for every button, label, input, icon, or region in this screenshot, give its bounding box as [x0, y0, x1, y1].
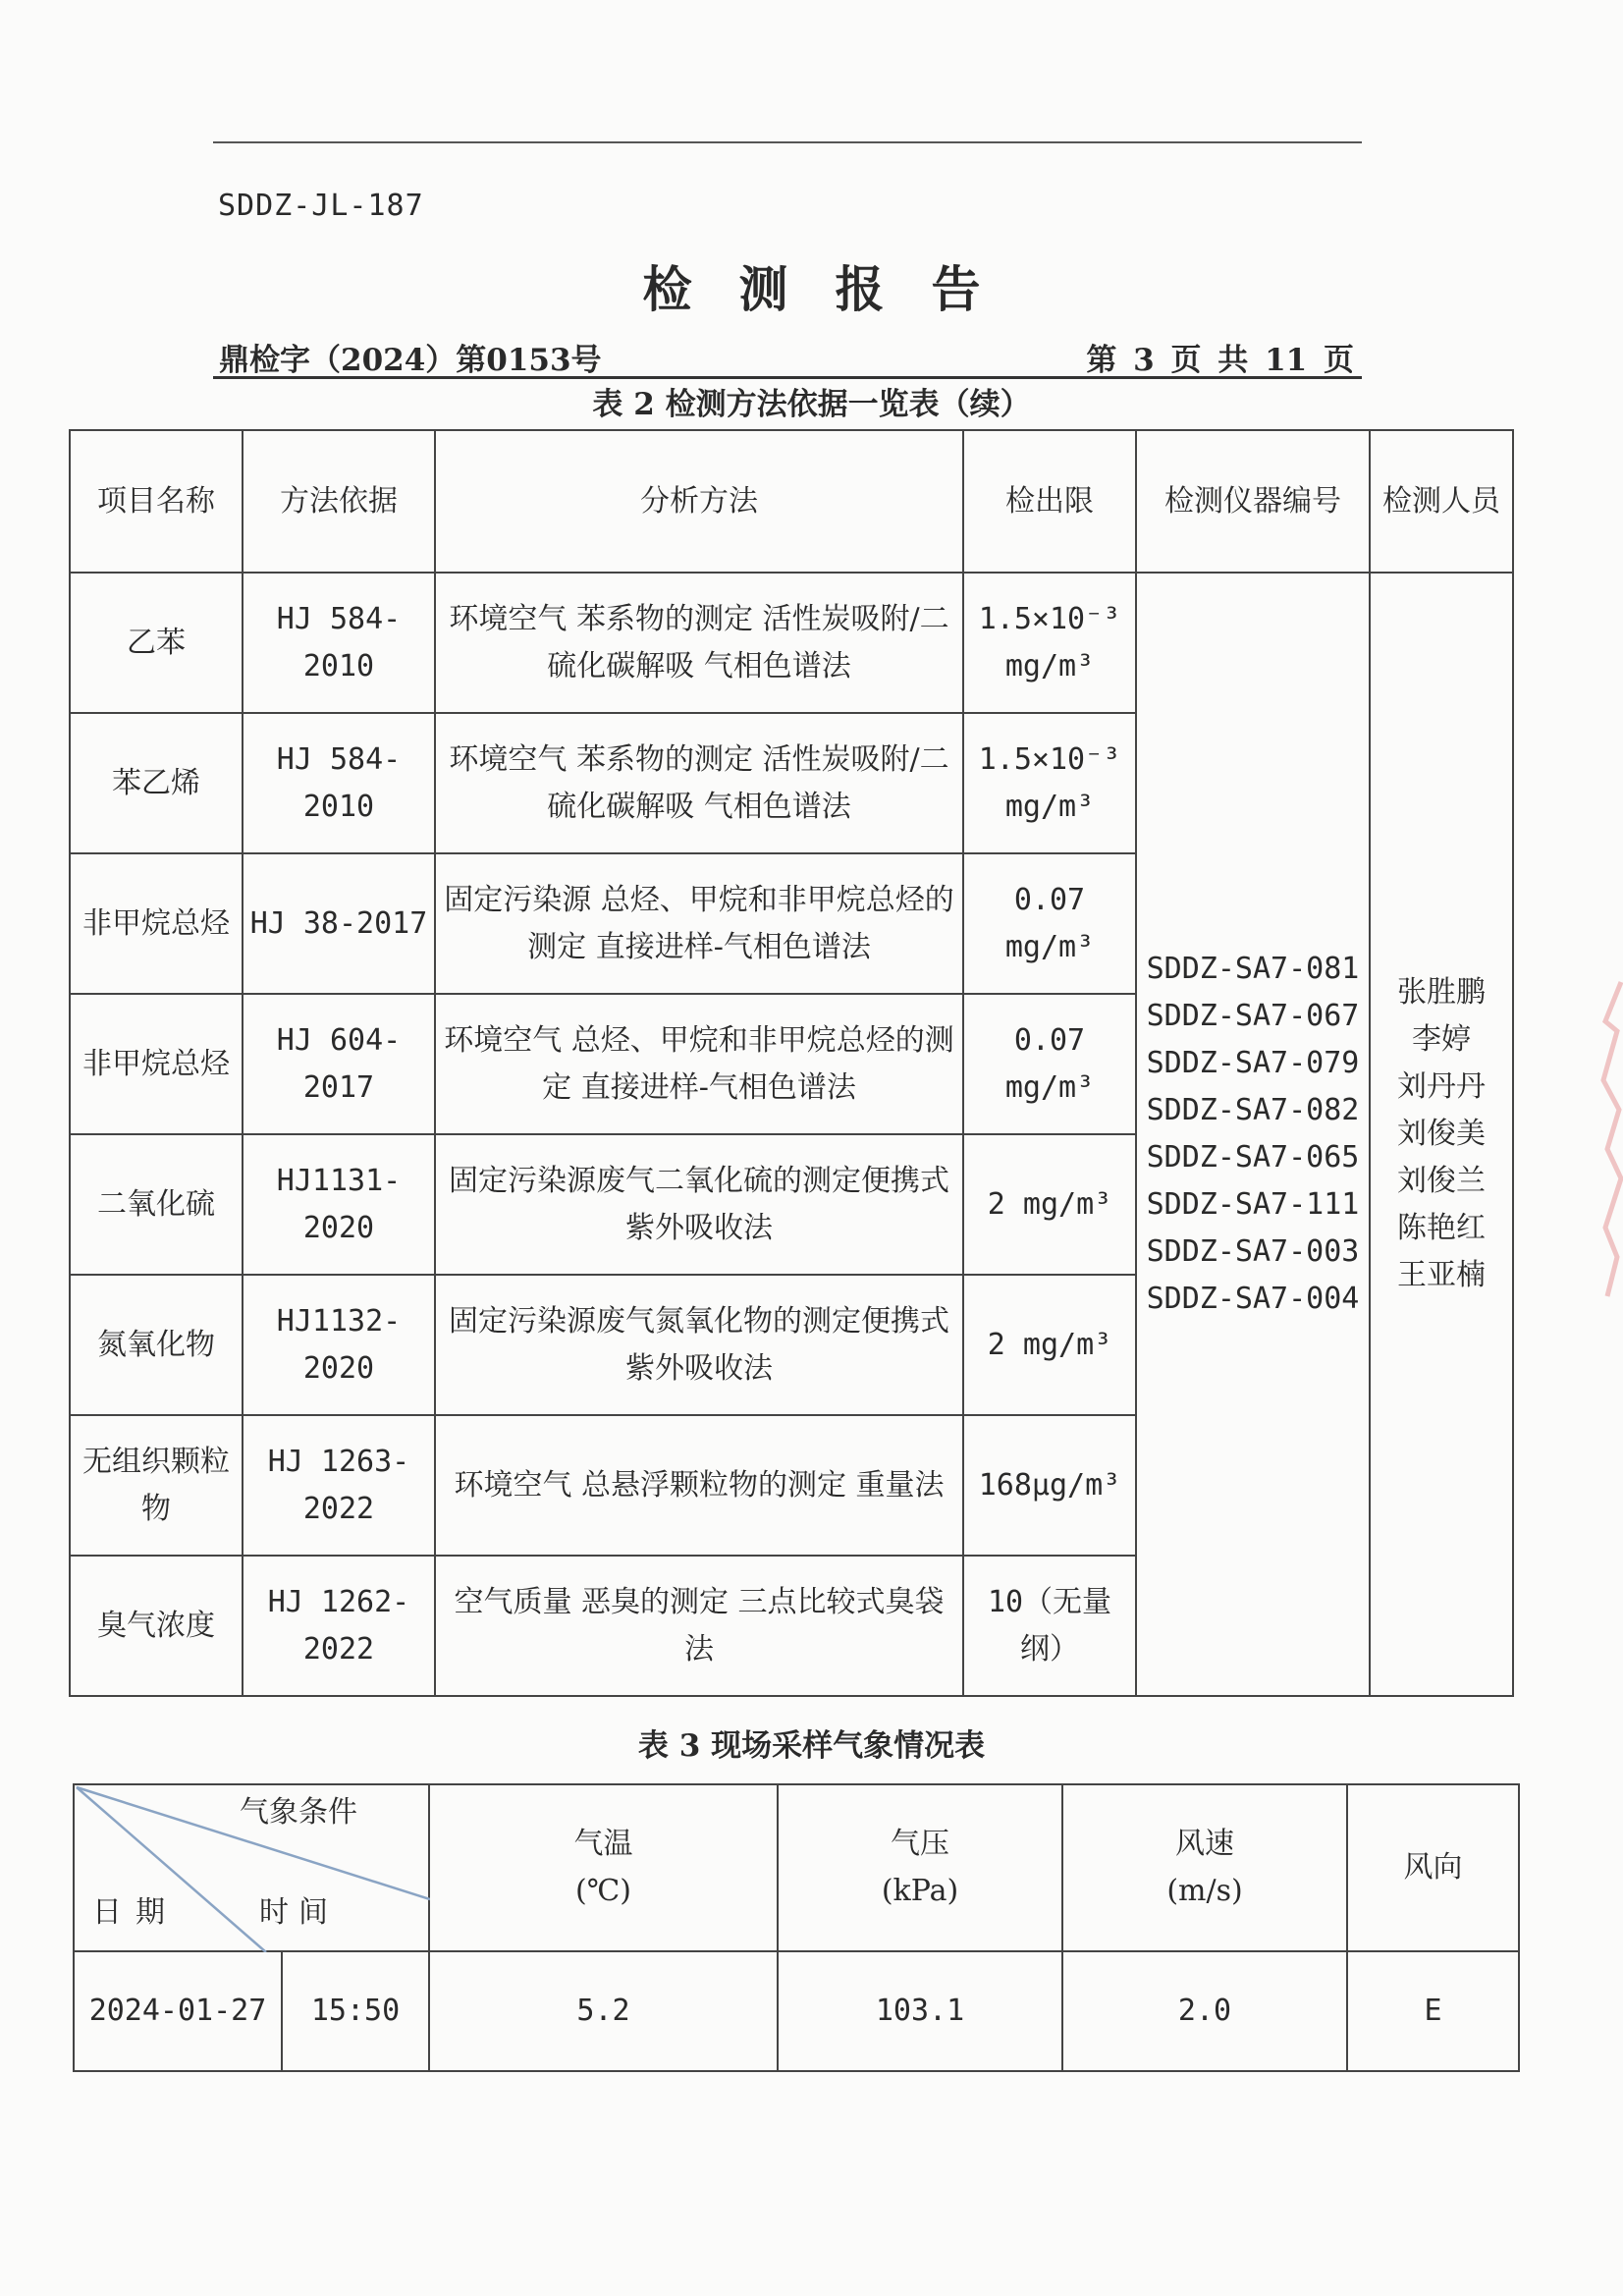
cell-method: 环境空气 苯系物的测定 活性炭吸附/二硫化碳解吸 气相色谱法: [435, 713, 963, 853]
header-method: 分析方法: [435, 430, 963, 573]
staff-list: [1370, 573, 1513, 1696]
cell-method: 环境空气 总悬浮颗粒物的测定 重量法: [435, 1415, 963, 1556]
table2-header-row: [70, 430, 1513, 573]
cell-method: 环境空气 苯系物的测定 活性炭吸附/二硫化碳解吸 气相色谱法: [435, 573, 963, 713]
cell-method: 固定污染源 总烃、甲烷和非甲烷总烃的测定 直接进样-气相色谱法: [435, 853, 963, 994]
cell-basis: HJ1132-2020: [243, 1275, 435, 1415]
staff-name: 李婷: [1412, 1022, 1471, 1057]
instrument-id: SDDZ-SA7-111: [1146, 1187, 1360, 1222]
staff-name: 王亚楠: [1397, 1258, 1486, 1292]
reference-line: [213, 331, 1362, 379]
cell-item: 苯乙烯: [70, 713, 243, 853]
table3-caption: 表 3 现场采样气象情况表: [637, 1728, 986, 1764]
cell-limit: 0.07 mg/m³: [963, 994, 1136, 1134]
cell-basis: HJ 1263-2022: [243, 1415, 435, 1556]
table-row: [70, 573, 1513, 713]
header-limit: 检出限: [963, 430, 1136, 573]
weather-table: [73, 1783, 1520, 2072]
cell-limit: 168μg/m³: [963, 1415, 1136, 1556]
staff-name: 刘俊美: [1397, 1117, 1486, 1151]
staff-name: 陈艳红: [1397, 1211, 1486, 1245]
header-rule: [213, 141, 1362, 143]
cell-basis: HJ 584-2010: [243, 713, 435, 853]
document-code: SDDZ-JL-187: [218, 189, 424, 223]
method-table: [69, 429, 1514, 1697]
cell-wind-speed: 2.0: [1062, 1951, 1347, 2071]
header-staff: 检测人员: [1370, 430, 1513, 573]
staff-name: 张胜鹏: [1397, 975, 1486, 1010]
cell-date: 2024-01-27: [74, 1951, 282, 2071]
instrument-id: SDDZ-SA7-065: [1146, 1140, 1360, 1175]
instrument-id: SDDZ-SA7-003: [1146, 1234, 1360, 1269]
header-temperature: 气温 (℃): [429, 1784, 778, 1951]
cell-limit: 2 mg/m³: [963, 1275, 1136, 1415]
cell-limit: 0.07 mg/m³: [963, 853, 1136, 994]
cell-method: 空气质量 恶臭的测定 三点比较式臭袋法: [435, 1556, 963, 1696]
page-info: 第 3 页 共 11 页: [1086, 343, 1354, 378]
cell-wind-direction: E: [1347, 1951, 1519, 2071]
staff-name: 刘丹丹: [1397, 1069, 1486, 1104]
cell-temperature: 5.2: [429, 1951, 778, 2071]
cell-basis: HJ 604-2017: [243, 994, 435, 1134]
cell-time: 15:50: [282, 1951, 429, 2071]
cell-limit: 10（无量纲）: [963, 1556, 1136, 1696]
seal-stamp-edge: [1599, 962, 1623, 1316]
corner-cell: [74, 1784, 429, 1951]
cell-basis: HJ 1262-2022: [243, 1556, 435, 1696]
table2-caption: 表 2 检测方法依据一览表（续）: [592, 387, 1031, 422]
corner-label-time: 时间: [259, 1895, 338, 1930]
cell-item: 乙苯: [70, 573, 243, 713]
staff-name: 刘俊兰: [1397, 1164, 1486, 1198]
cell-limit: 2 mg/m³: [963, 1134, 1136, 1275]
instrument-id: SDDZ-SA7-081: [1146, 952, 1360, 986]
report-title: 检测报告: [642, 260, 1028, 318]
instrument-list: [1136, 573, 1370, 1696]
header-pressure: 气压 (kPa): [778, 1784, 1062, 1951]
instrument-id: SDDZ-SA7-079: [1146, 1046, 1360, 1080]
cell-limit: 1.5×10⁻³ mg/m³: [963, 713, 1136, 853]
cell-item: 无组织颗粒物: [70, 1415, 243, 1556]
cell-item: 氮氧化物: [70, 1275, 243, 1415]
cell-pressure: 103.1: [778, 1951, 1062, 2071]
instrument-id: SDDZ-SA7-067: [1146, 999, 1360, 1033]
cell-item: 非甲烷总烃: [70, 853, 243, 994]
cell-basis: HJ1131-2020: [243, 1134, 435, 1275]
header-wind-direction: 风向: [1347, 1784, 1519, 1951]
cell-method: 环境空气 总烃、甲烷和非甲烷总烃的测定 直接进样-气相色谱法: [435, 994, 963, 1134]
cell-item: 二氧化硫: [70, 1134, 243, 1275]
header-wind-speed: 风速 (m/s): [1062, 1784, 1347, 1951]
header-basis: 方法依据: [243, 430, 435, 573]
report-number: 鼎检字（2024）第0153号: [219, 343, 602, 378]
header-item: 项目名称: [70, 430, 243, 573]
cell-basis: HJ 584-2010: [243, 573, 435, 713]
corner-label-weather: 气象条件: [240, 1795, 357, 1830]
instrument-id: SDDZ-SA7-004: [1146, 1282, 1360, 1316]
cell-method: 固定污染源废气氮氧化物的测定便携式紫外吸收法: [435, 1275, 963, 1415]
instrument-id: SDDZ-SA7-082: [1146, 1093, 1360, 1127]
cell-method: 固定污染源废气二氧化硫的测定便携式紫外吸收法: [435, 1134, 963, 1275]
cell-limit: 1.5×10⁻³ mg/m³: [963, 573, 1136, 713]
table3-header-row: [74, 1784, 1519, 1951]
cell-item: 非甲烷总烃: [70, 994, 243, 1134]
cell-item: 臭气浓度: [70, 1556, 243, 1696]
header-instrument: 检测仪器编号: [1136, 430, 1370, 573]
table-row: [74, 1951, 1519, 2071]
corner-label-date: 日期: [92, 1895, 179, 1930]
cell-basis: HJ 38-2017: [243, 853, 435, 994]
